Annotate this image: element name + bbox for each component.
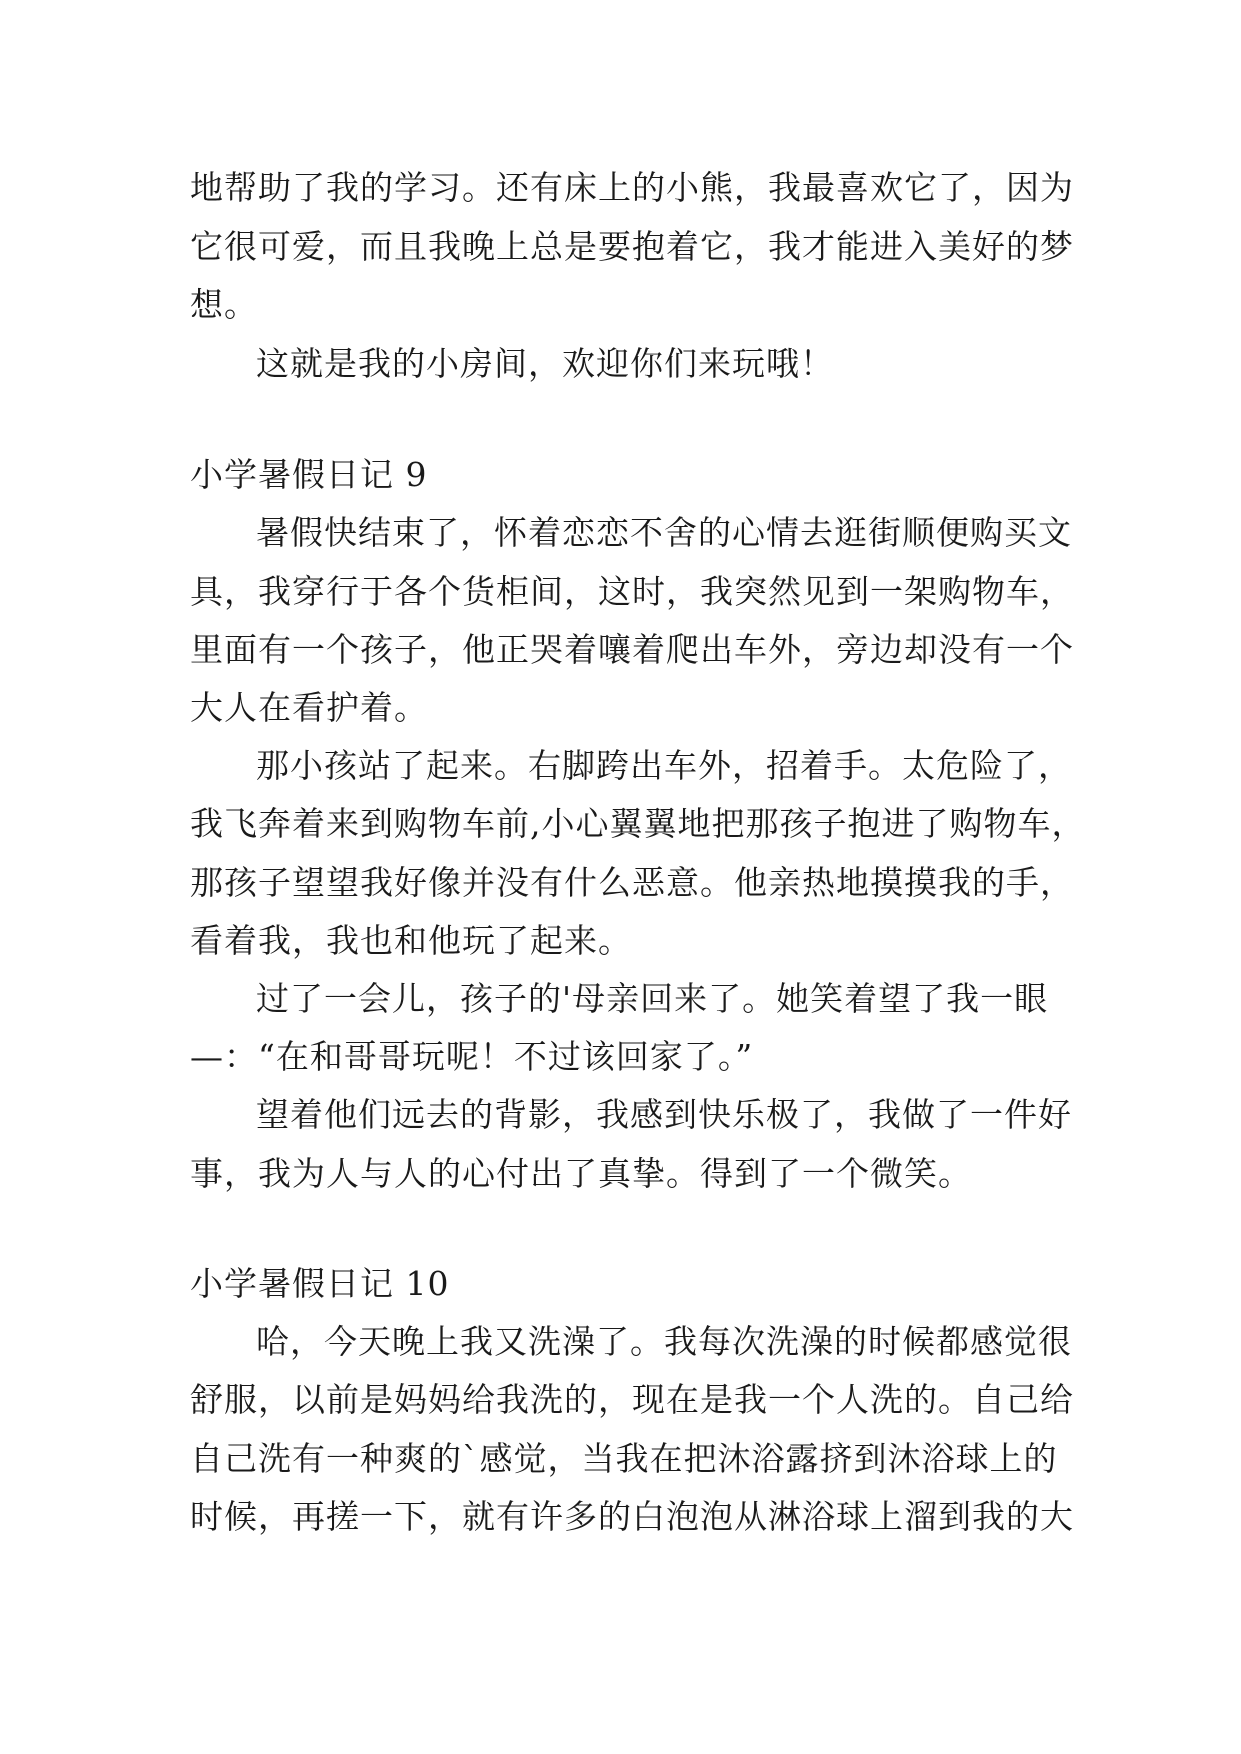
paragraph-line: 舒服，以前是妈妈给我洗的，现在是我一个人洗的。自己给 [190,1380,1074,1419]
paragraph-line: 我飞奔着来到购物车前,小心翼翼地把那孩子抱进了购物车， [190,804,1086,843]
paragraph-line: 那孩子望望我好像并没有什么恶意。他亲热地摸摸我的手， [190,863,1074,902]
paragraph-line: 时候，再搓一下，就有许多的白泡泡从淋浴球上溜到我的大 [190,1497,1074,1536]
paragraph-line: 想。 [190,285,258,324]
paragraph-line: 地帮助了我的学习。还有床上的小熊，我最喜欢它了，因为 [190,168,1074,207]
paragraph-line: 暑假快结束了，怀着恋恋不舍的心情去逛街顺便购买文 [256,513,1072,552]
paragraph-line: 里面有一个孩子，他正哭着嚷着爬出车外，旁边却没有一个 [190,630,1074,669]
paragraph-line: 大人在看护着。 [190,688,428,727]
paragraph-line: —：“在和哥哥玩呢！不过该回家了。” [190,1037,754,1076]
paragraph-line: 过了一会儿，孩子的'母亲回来了。她笑着望了我一眼 [256,979,1049,1018]
paragraph-line: 哈，今天晚上我又洗澡了。我每次洗澡的时候都感觉很 [256,1322,1072,1361]
paragraph-line: 自己洗有一种爽的`感觉，当我在把沐浴露挤到沐浴球上的 [190,1439,1058,1478]
paragraph-line: 这就是我的小房间，欢迎你们来玩哦！ [256,344,834,383]
section-heading: 小学暑假日记 9 [190,455,428,494]
paragraph-line: 具，我穿行于各个货柜间，这时，我突然见到一架购物车， [190,572,1074,611]
paragraph-line: 它很可爱，而且我晚上总是要抱着它，我才能进入美好的梦 [190,227,1074,266]
paragraph-line: 看着我，我也和他玩了起来。 [190,921,632,960]
paragraph-line: 望着他们远去的背影，我感到快乐极了，我做了一件好 [256,1095,1072,1134]
paragraph-line: 那小孩站了起来。右脚跨出车外，招着手。太危险了， [256,746,1072,785]
paragraph-line: 事，我为人与人的心付出了真挚。得到了一个微笑。 [190,1154,972,1193]
section-heading: 小学暑假日记 10 [190,1264,450,1303]
